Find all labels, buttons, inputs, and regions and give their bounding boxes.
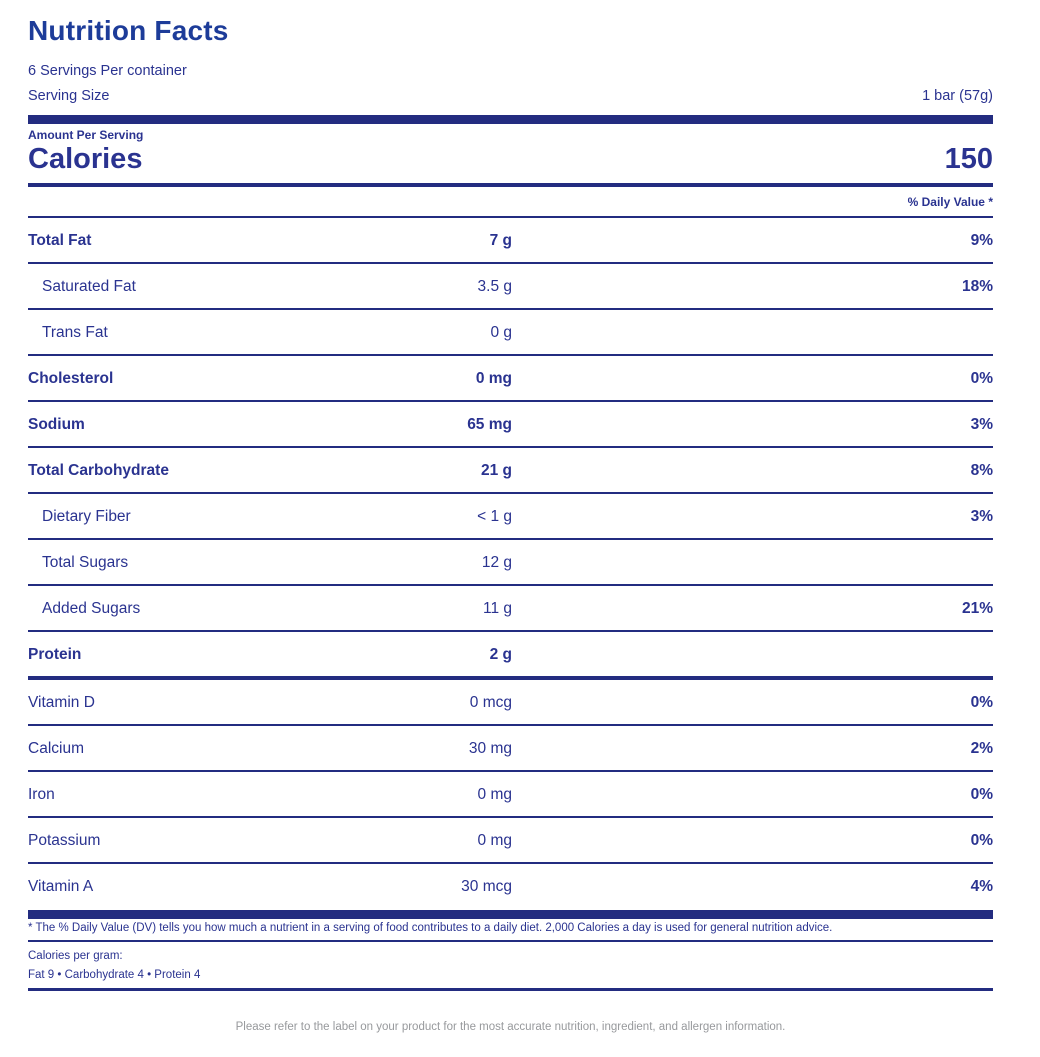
nutrient-daily-value: 4% [970, 878, 993, 896]
calories-label: Calories [28, 143, 143, 175]
nutrient-amount: 0 mg [475, 370, 512, 388]
nutrient-row [28, 726, 993, 772]
nutrient-row [28, 772, 993, 818]
serving-size-value: 1 bar (57g) [922, 88, 993, 104]
nutrient-row [28, 218, 993, 264]
nutrient-row [28, 864, 993, 910]
nutrient-label: Dietary Fiber [42, 508, 131, 526]
serving-size-label: Serving Size [28, 88, 110, 104]
nutrient-row [28, 586, 993, 632]
nutrient-amount: 0 mg [477, 786, 512, 804]
nutrient-label: Trans Fat [42, 324, 108, 342]
nutrition-facts-panel [28, 0, 993, 1033]
nutrient-daily-value: 0% [970, 832, 993, 850]
nutrient-daily-value: 21% [961, 600, 993, 618]
nutrient-label: Added Sugars [42, 600, 141, 618]
nutrient-label: Vitamin A [28, 878, 94, 896]
nutrient-amount: 0 mg [477, 832, 512, 850]
nutrient-row [28, 680, 993, 726]
nutrient-row [28, 402, 993, 448]
nutrient-daily-value: 3% [970, 416, 993, 434]
nutrient-row [28, 264, 993, 310]
accuracy-disclaimer: Please refer to the label on your product for the most accurate nutrition, ingredient, and allergen information. [235, 1021, 786, 1034]
nutrient-row [28, 310, 993, 356]
nutrient-amount: 0 mcg [469, 694, 512, 712]
page-title: Nutrition Facts [28, 15, 229, 46]
nutrient-label: Sodium [28, 416, 85, 434]
nutrient-amount: 65 mg [467, 416, 512, 434]
nutrient-row [28, 818, 993, 864]
nutrient-amount: 30 mg [468, 740, 512, 758]
nutrient-amount: 21 g [480, 462, 512, 480]
calories-row [28, 142, 993, 187]
amount-per-serving-label: Amount Per Serving [28, 128, 144, 142]
nutrient-amount: 3.5 g [477, 278, 512, 296]
nutrient-amount: 11 g [482, 600, 512, 618]
nutrient-row [28, 494, 993, 540]
nutrient-amount: 0 g [490, 324, 512, 342]
nutrient-row [28, 448, 993, 494]
nutrient-label: Protein [28, 646, 82, 664]
nutrient-amount: 7 g [489, 232, 512, 250]
nutrient-label: Iron [28, 786, 55, 804]
nutrient-daily-value: 0% [970, 370, 993, 388]
top-divider-bar [28, 115, 993, 124]
nutrient-label: Calcium [28, 740, 84, 758]
nutrient-daily-value: 18% [961, 278, 993, 296]
nutrient-daily-value: 8% [970, 462, 993, 480]
nutrient-label: Potassium [28, 832, 101, 850]
nutrient-amount: 30 mcg [461, 878, 512, 896]
nutrient-row [28, 632, 993, 680]
nutrient-daily-value: 3% [970, 508, 993, 526]
nutrient-label: Saturated Fat [42, 278, 136, 296]
nutrient-label: Total Carbohydrate [28, 462, 169, 480]
serving-size-row [28, 88, 993, 104]
calories-per-gram-values: Fat 9 • Carbohydrate 4 • Protein 4 [28, 962, 993, 991]
servings-per-container: 6 Servings Per container [28, 63, 187, 79]
nutrient-amount: < 1 g [477, 508, 512, 526]
nutrient-amount: 2 g [489, 646, 512, 664]
nutrient-label: Total Sugars [42, 554, 129, 572]
nutrient-table [28, 218, 993, 910]
calories-per-gram-label: Calories per gram: [28, 950, 123, 963]
daily-value-footnote: * The % Daily Value (DV) tells you how much a nutrient in a serving of food contributes to a daily diet. 2,000 Calories a day is used for general nutrition advice. [28, 919, 993, 942]
nutrient-daily-value: 2% [970, 740, 993, 758]
nutrient-label: Vitamin D [28, 694, 95, 712]
calories-value: 150 [944, 143, 993, 175]
nutrient-daily-value: 9% [970, 232, 993, 250]
nutrient-daily-value: 0% [970, 786, 993, 804]
nutrient-row [28, 356, 993, 402]
nutrient-label: Total Fat [28, 232, 92, 250]
nutrient-daily-value: 0% [970, 694, 993, 712]
nutrient-label: Cholesterol [28, 370, 114, 388]
nutrient-amount: 12 g [481, 554, 512, 572]
nutrient-row [28, 540, 993, 586]
bottom-divider-bar [28, 910, 993, 919]
daily-value-header: % Daily Value * [28, 187, 993, 218]
